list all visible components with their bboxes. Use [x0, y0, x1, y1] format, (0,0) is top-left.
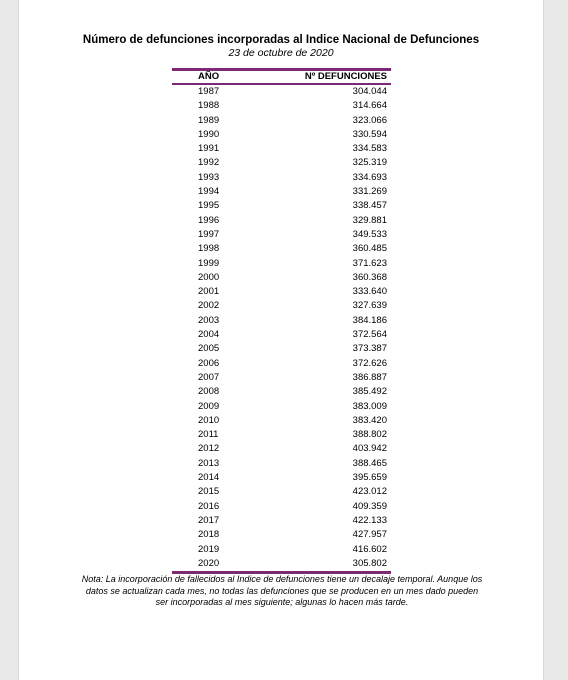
table-row [172, 128, 391, 142]
cell-deaths: 383.420 [352, 414, 387, 426]
defunciones-table [172, 68, 391, 574]
table-row [172, 185, 391, 199]
cell-year: 1994 [198, 186, 220, 198]
cell-year: 2005 [198, 343, 220, 355]
cell-deaths: 360.485 [352, 243, 387, 255]
cell-year: 2019 [198, 543, 220, 555]
cell-year: 1992 [198, 157, 220, 169]
cell-year: 2015 [198, 486, 220, 498]
cell-deaths: 327.639 [352, 300, 387, 312]
cell-year: 2004 [198, 329, 220, 341]
table-row [172, 257, 391, 271]
cell-deaths: 323.066 [352, 114, 387, 126]
cell-deaths: 427.957 [352, 529, 387, 541]
cell-deaths: 409.359 [352, 500, 387, 512]
table-row [172, 457, 391, 471]
table-row [172, 228, 391, 242]
cell-deaths: 371.623 [352, 257, 387, 269]
cell-year: 1991 [198, 143, 220, 155]
cell-year: 1989 [198, 114, 220, 126]
cell-year: 2014 [198, 472, 220, 484]
cell-deaths: 329.881 [352, 214, 387, 226]
cell-deaths: 416.602 [352, 543, 387, 555]
cell-deaths: 325.319 [352, 157, 387, 169]
cell-deaths: 403.942 [352, 443, 387, 455]
table-row [172, 500, 391, 514]
cell-deaths: 372.564 [352, 329, 387, 341]
table-row [172, 528, 391, 542]
document-page [18, 0, 544, 680]
header-deaths: Nº DEFUNCIONES [304, 71, 387, 82]
table-row [172, 471, 391, 485]
cell-year: 2020 [198, 557, 220, 569]
cell-deaths: 383.009 [352, 400, 387, 412]
cell-deaths: 334.583 [352, 143, 387, 155]
table-row [172, 442, 391, 456]
cell-year: 1996 [198, 214, 220, 226]
cell-deaths: 360.368 [352, 271, 387, 283]
cell-year: 2018 [198, 529, 220, 541]
cell-deaths: 372.626 [352, 357, 387, 369]
page-subtitle: 23 de octubre de 2020 [228, 47, 334, 59]
cell-deaths: 422.133 [352, 514, 387, 526]
cell-deaths: 304.044 [352, 86, 387, 97]
cell-year: 2007 [198, 371, 220, 383]
cell-year: 1988 [198, 100, 220, 112]
cell-year: 2009 [198, 400, 220, 412]
cell-deaths: 349.533 [352, 228, 387, 240]
cell-year: 2017 [198, 514, 220, 526]
cell-year: 2008 [198, 386, 220, 398]
table-row [172, 171, 391, 185]
cell-year: 2013 [198, 457, 220, 469]
table-row [172, 99, 391, 113]
cell-year: 1990 [198, 128, 220, 140]
header-year: AÑO [198, 71, 220, 82]
cell-year: 1999 [198, 257, 220, 269]
page-title: Número de defunciones incorporadas al Indice Nacional de Defunciones [82, 34, 480, 46]
cell-deaths: 386.887 [352, 371, 387, 383]
cell-deaths: 334.693 [352, 171, 387, 183]
table-row [172, 400, 391, 414]
table-row [172, 557, 391, 571]
cell-year: 2003 [198, 314, 220, 326]
cell-deaths: 395.659 [352, 472, 387, 484]
table-row [172, 342, 391, 356]
footnote: Nota: La incorporación de fallecidos al Indice de defunciones tiene un decalaje temporal. Aunque los datos se actualizan cada mes, no todas las defunciones que se producen en un mes dado pueden ser incorporadas al mes siguiente; algunas lo hacen más tarde. [81, 574, 483, 607]
cell-deaths: 330.594 [352, 128, 387, 140]
table-row [172, 514, 391, 528]
table-row [172, 114, 391, 128]
cell-deaths: 385.492 [352, 386, 387, 398]
table-row [172, 242, 391, 256]
table-row [172, 428, 391, 442]
cell-year: 2001 [198, 286, 220, 298]
cell-year: 1998 [198, 243, 220, 255]
cell-year: 2006 [198, 357, 220, 369]
cell-deaths: 373.387 [352, 343, 387, 355]
cell-deaths: 331.269 [352, 186, 387, 198]
cell-deaths: 388.802 [352, 429, 387, 441]
table-row [172, 271, 391, 285]
cell-deaths: 338.457 [352, 200, 387, 212]
table-row [172, 385, 391, 399]
cell-year: 2012 [198, 443, 220, 455]
table-row [172, 199, 391, 213]
cell-year: 2010 [198, 414, 220, 426]
table-row [172, 85, 391, 99]
cell-deaths: 384.186 [352, 314, 387, 326]
table-row [172, 371, 391, 385]
cell-year: 2016 [198, 500, 220, 512]
table-row [172, 485, 391, 499]
cell-deaths: 314.664 [352, 100, 387, 112]
cell-year: 1993 [198, 171, 220, 183]
table-row [172, 285, 391, 299]
cell-deaths: 333.640 [352, 286, 387, 298]
cell-year: 2011 [198, 429, 219, 441]
cell-year: 1995 [198, 200, 220, 212]
table-row [172, 156, 391, 170]
table-row [172, 214, 391, 228]
cell-deaths: 423.012 [352, 486, 387, 498]
table-row [172, 142, 391, 156]
table-row [172, 299, 391, 313]
cell-year: 2000 [198, 271, 220, 283]
table-row [172, 357, 391, 371]
cell-year: 2002 [198, 300, 220, 312]
cell-deaths: 305.802 [352, 557, 387, 569]
table-row [172, 543, 391, 557]
table-row [172, 314, 391, 328]
table-row [172, 414, 391, 428]
table-header [172, 71, 391, 83]
table-body [172, 85, 391, 571]
cell-year: 1997 [198, 228, 220, 240]
table-row [172, 328, 391, 342]
cell-deaths: 388.465 [352, 457, 387, 469]
cell-year: 1987 [198, 86, 220, 97]
